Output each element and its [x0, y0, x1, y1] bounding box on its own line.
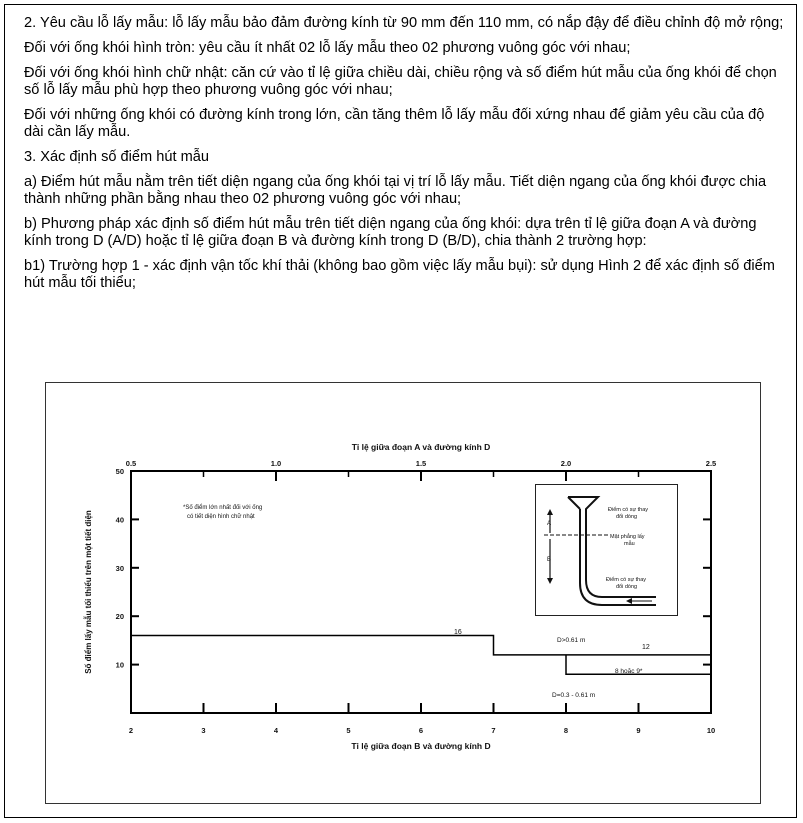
dimension-b-label: B [547, 557, 552, 563]
y-tick-label: 20 [115, 612, 124, 622]
funnel-left [568, 497, 580, 509]
paragraph-a: a) Điểm hút mẫu nằm trên tiết diện ngang của ống khói tại vị trí lỗ lấy mẫu. Tiết diện ngang của ống khói được chia thành những phần bằng nhau theo 02 phương vuông góc với nhau; [24, 174, 767, 207]
bottom-tick-label: 6 [418, 726, 424, 735]
arrow-a-up [547, 509, 553, 515]
top-tick-label: 1.0 [270, 459, 282, 468]
bottom-tick-label: 2 [128, 726, 134, 735]
label-8-or-9: 8 hoặc 9* [615, 668, 643, 675]
chimney-inset-diagram [535, 484, 678, 616]
label-d-small: D=0.3 - 0.61 m [552, 692, 596, 699]
top-tick-label: 0.5 [125, 459, 137, 468]
arrow-b-down [547, 578, 553, 584]
top-tick-label: 1.5 [415, 459, 427, 468]
document-page [4, 4, 797, 818]
document-text [24, 15, 784, 300]
bottom-tick-label: 8 [563, 726, 569, 735]
chimney-svg [536, 485, 679, 617]
inset-label-mid-2: mẫu [624, 541, 635, 547]
label-16: 16 [454, 629, 462, 636]
chimney-inner-wall [580, 509, 656, 605]
paragraph-large-chimney: Đối với những ống khói có đường kính trong lớn, cần tăng thêm lỗ lấy mẫu đối xứng nhau để giảm yêu cầu của độ dài cần lấy mẫu. [24, 107, 765, 140]
flow-arrow-head [626, 598, 632, 604]
inset-label-top-2: đổi dòng [616, 514, 638, 520]
paragraph-b: b) Phương pháp xác định số điểm hút mẫu trên tiết diện ngang của ống khói: dựa trên tỉ lệ giữa đoạn A và đường kính trong D (A/D) hoặc tỉ lệ giữa đoạn B và đường kính trong D (B/D), chia thành 2 trường hợp: [24, 216, 757, 249]
top-tick-label: 2.0 [560, 459, 572, 468]
note-line-1: *Số điểm lớn nhất đối với ống [183, 505, 263, 511]
top-tick-label: 2.5 [705, 459, 717, 468]
bottom-axis-label: Tỉ lệ giữa đoạn B và đường kính D [351, 741, 491, 751]
y-tick-label: 50 [115, 467, 124, 476]
paragraph-sampling-hole: 2. Yêu cầu lỗ lấy mẫu: lỗ lấy mẫu bảo đảm đường kính từ 90 mm đến 110 mm, có nắp đậy để điều chỉnh độ mở rộng; [24, 15, 784, 31]
bottom-tick-label: 10 [706, 726, 716, 735]
y-tick-label: 30 [115, 563, 124, 573]
section-heading-sampling-points: 3. Xác định số điểm hút mẫu [24, 149, 209, 165]
top-axis-label: Tỉ lệ giữa đoạn A và đường kính D [351, 442, 491, 452]
inset-label-top-1: Điểm có sự thay [608, 507, 649, 513]
inset-label-bot-1: Điểm có sự thay [606, 577, 647, 583]
label-12: 12 [642, 644, 650, 651]
inset-label-mid-1: Mặt phẳng lấy [610, 534, 645, 540]
figure-2-chart [45, 382, 761, 804]
inset-label-bot-2: đổi dòng [616, 584, 638, 590]
bottom-tick-label: 4 [273, 726, 279, 735]
bottom-tick-label: 7 [491, 726, 496, 735]
paragraph-b1: b1) Trường hợp 1 - xác định vận tốc khí thải (không bao gồm việc lấy mẫu bụi): sử dụng Hình 2 để xác định số điểm hút mẫu tối thiểu; [24, 258, 775, 291]
y-tick-label: 40 [115, 515, 124, 525]
y-axis-label: Số điểm lấy mẫu tối thiểu trên một tiết diện [84, 510, 93, 674]
paragraph-round-chimney: Đối với ống khói hình tròn: yêu cầu ít nhất 02 lỗ lấy mẫu theo 02 phương vuông góc với nhau; [24, 40, 631, 56]
bottom-axis-ticks [129, 703, 715, 735]
bottom-tick-label: 9 [636, 726, 641, 735]
dimension-a-label: A [547, 521, 552, 527]
note-line-2: có tiết diện hình chữ nhật [187, 514, 255, 520]
series-line-0 [131, 636, 711, 655]
bottom-tick-label: 5 [346, 726, 351, 735]
label-d-large: D>0.61 m [557, 637, 586, 644]
bottom-tick-label: 3 [201, 726, 206, 735]
y-tick-label: 10 [115, 660, 124, 670]
paragraph-rect-chimney: Đối với ống khói hình chữ nhật: căn cứ vào tỉ lệ giữa chiều dài, chiều rộng và số điểm hút mẫu của ống khói để chọn số lỗ lấy mẫu phù hợp theo phương vuông góc với nhau; [24, 65, 777, 98]
